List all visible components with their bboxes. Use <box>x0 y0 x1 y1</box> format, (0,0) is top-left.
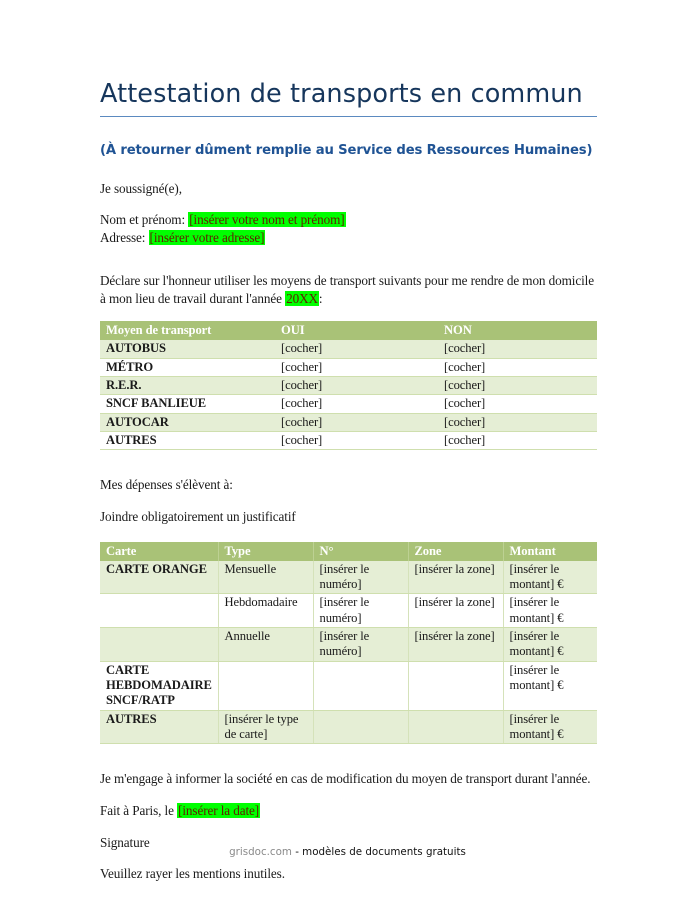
address-label: Adresse: <box>100 229 146 245</box>
spacer <box>100 197 597 211</box>
column-header-montant: Montant <box>503 542 597 561</box>
column-header-oui: OUI <box>275 321 438 340</box>
transport-mode: AUTOBUS <box>100 340 275 358</box>
date-input-placeholder[interactable]: [insérer la date] <box>178 803 260 819</box>
transport-mode: SNCF BANLIEUE <box>100 395 275 413</box>
spacer <box>100 246 597 268</box>
spacer <box>100 450 597 472</box>
card-name: CARTE ORANGE <box>100 561 218 594</box>
year-input-placeholder[interactable]: 20XX <box>286 290 318 306</box>
declaration-line <box>100 272 597 307</box>
page-subtitle: (À retourner dûment remplie au Service des Ressources Humaines) <box>100 142 593 158</box>
page-title: Attestation de transports en commun <box>100 79 583 109</box>
engagement-line: Je m'engage à informer la société en cas de modification du moyen de transport durant l'année. <box>100 771 591 787</box>
card-name <box>100 627 218 661</box>
zone-input-placeholder[interactable]: [insérer la zone] <box>408 627 503 661</box>
number-input-placeholder[interactable]: [insérer le numéro] <box>313 561 408 594</box>
spacer <box>100 744 597 766</box>
transport-mode: MÉTRO <box>100 358 275 376</box>
fare-table <box>100 542 597 745</box>
card-type: Hebdomadaire <box>218 594 313 628</box>
table-row <box>100 377 597 395</box>
table-row <box>100 358 597 376</box>
checkbox-oui[interactable]: [cocher] <box>275 340 438 358</box>
checkbox-oui[interactable]: [cocher] <box>275 358 438 376</box>
zone-input-placeholder[interactable] <box>408 710 503 744</box>
table-row <box>100 340 597 358</box>
spacer <box>100 494 597 508</box>
declaration-text-before: Déclare sur l'honneur utiliser les moyens de transport suivants pour me rendre de mon domicile à mon lieu de travail durant l'année <box>100 273 594 306</box>
table-row <box>100 710 597 744</box>
checkbox-non[interactable]: [cocher] <box>438 340 597 358</box>
spacer <box>100 526 597 540</box>
column-header-type: Type <box>218 542 313 561</box>
spacer <box>100 820 597 834</box>
column-header-carte: Carte <box>100 542 218 561</box>
amount-input-placeholder[interactable]: [insérer le montant] € <box>503 594 597 628</box>
place-label: Fait à Paris, le <box>100 803 174 819</box>
footer-tagline: - modèles de documents gratuits <box>295 846 466 858</box>
card-name: CARTE HEBDOMADAIRE SNCF/RATP <box>100 661 218 710</box>
checkbox-oui[interactable]: [cocher] <box>275 377 438 395</box>
footer-brand: grisdoc.com <box>229 846 292 858</box>
spacer <box>100 788 597 802</box>
table-row <box>100 413 597 431</box>
checkbox-non[interactable]: [cocher] <box>438 413 597 431</box>
card-name <box>100 594 218 628</box>
checkbox-oui[interactable]: [cocher] <box>275 413 438 431</box>
spacer <box>100 158 597 180</box>
transport-table <box>100 321 597 450</box>
card-type <box>218 661 313 710</box>
place-date-line <box>100 802 597 820</box>
card-type-input-placeholder[interactable]: [insérer le type de carte] <box>218 710 313 744</box>
notice-line: Veuillez rayer les mentions inutiles. <box>100 866 285 882</box>
amount-input-placeholder[interactable]: [insérer le montant] € <box>503 561 597 594</box>
zone-input-placeholder[interactable]: [insérer la zone] <box>408 594 503 628</box>
checkbox-non[interactable]: [cocher] <box>438 358 597 376</box>
checkbox-non[interactable]: [cocher] <box>438 432 597 450</box>
signature-label: Signature <box>100 834 150 850</box>
table-row <box>100 594 597 628</box>
address-input-placeholder[interactable]: [insérer votre adresse] <box>149 229 265 245</box>
number-input-placeholder[interactable]: [insérer le numéro] <box>313 627 408 661</box>
table-row <box>100 395 597 413</box>
transport-mode: AUTRES <box>100 432 275 450</box>
table-header-row <box>100 542 597 561</box>
expenses-line: Mes dépenses s'élèvent à: <box>100 477 233 493</box>
table-row <box>100 627 597 661</box>
address-line <box>100 229 597 247</box>
name-label: Nom et prénom: <box>100 212 186 228</box>
zone-input-placeholder[interactable] <box>408 661 503 710</box>
amount-input-placeholder[interactable]: [insérer le montant] € <box>503 627 597 661</box>
transport-mode: AUTOCAR <box>100 413 275 431</box>
table-row <box>100 432 597 450</box>
name-line <box>100 211 597 229</box>
amount-input-placeholder[interactable]: [insérer le montant] € <box>503 661 597 710</box>
amount-input-placeholder[interactable]: [insérer le montant] € <box>503 710 597 744</box>
number-input-placeholder[interactable]: [insérer le numéro] <box>313 594 408 628</box>
checkbox-non[interactable]: [cocher] <box>438 395 597 413</box>
transport-mode: R.E.R. <box>100 377 275 395</box>
column-header-mode: Moyen de transport <box>100 321 275 340</box>
checkbox-non[interactable]: [cocher] <box>438 377 597 395</box>
checkbox-oui[interactable]: [cocher] <box>275 432 438 450</box>
card-type: Mensuelle <box>218 561 313 594</box>
spacer <box>100 307 597 321</box>
card-name: AUTRES <box>100 710 218 744</box>
intro-line: Je soussigné(e), <box>100 180 182 196</box>
column-header-numero: N° <box>313 542 408 561</box>
number-input-placeholder[interactable] <box>313 710 408 744</box>
column-header-non: NON <box>438 321 597 340</box>
number-input-placeholder[interactable] <box>313 661 408 710</box>
card-type: Annuelle <box>218 627 313 661</box>
justification-line: Joindre obligatoirement un justificatif <box>100 508 296 524</box>
column-header-zone: Zone <box>408 542 503 561</box>
table-row <box>100 561 597 594</box>
table-header-row <box>100 321 597 340</box>
name-input-placeholder[interactable]: [insérer votre nom et prénom] <box>189 212 345 228</box>
table-row <box>100 661 597 710</box>
declaration-text-after: : <box>318 290 323 306</box>
zone-input-placeholder[interactable]: [insérer la zone] <box>408 561 503 594</box>
checkbox-oui[interactable]: [cocher] <box>275 395 438 413</box>
page-footer <box>0 846 695 858</box>
document-body <box>100 0 597 883</box>
